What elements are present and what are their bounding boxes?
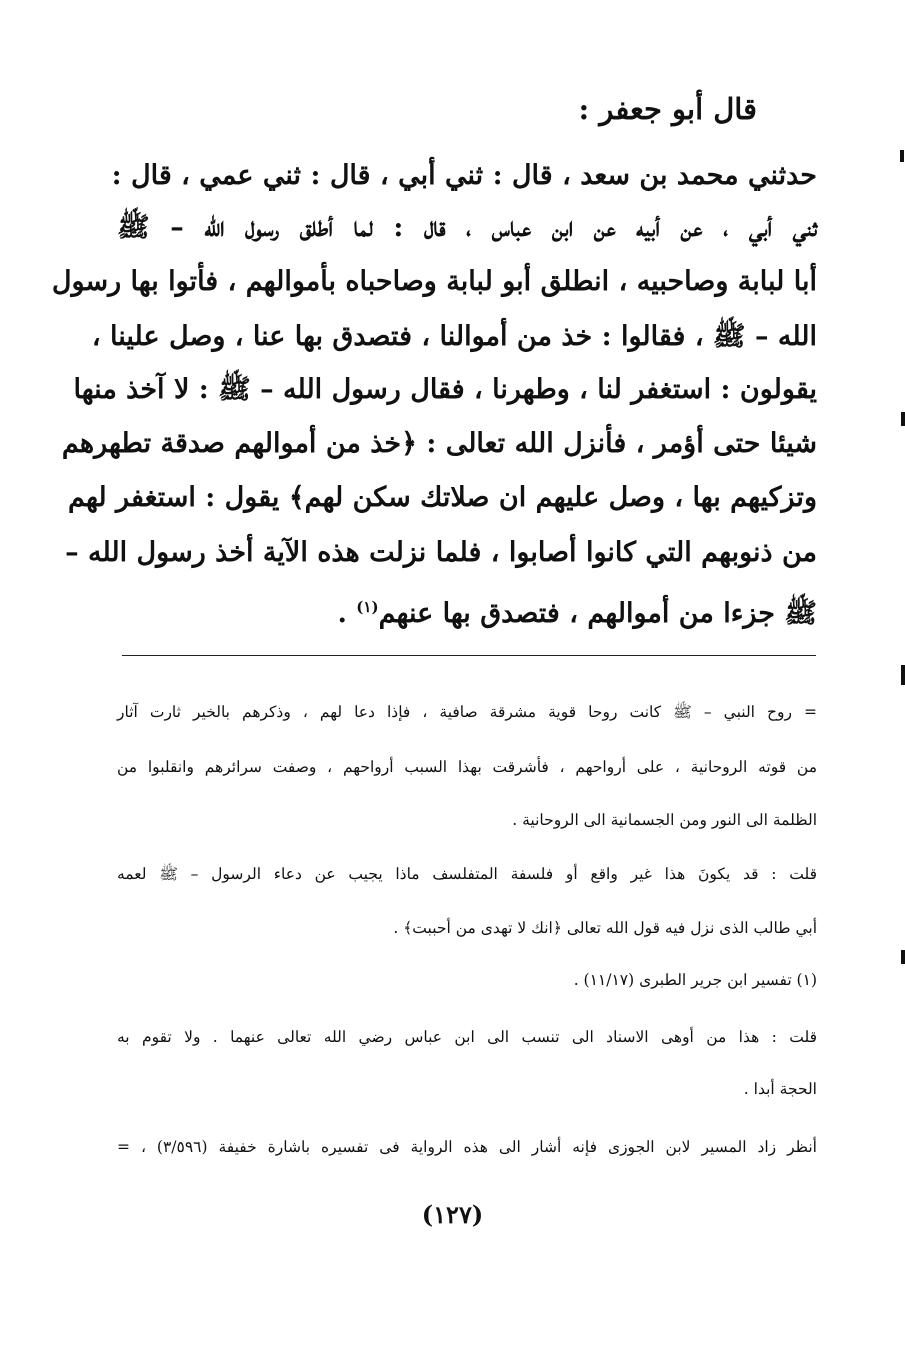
body-line: يقولون : استغفر لنا ، وطهرنا ، فقال رسول الله – ﷺ : لا آخذ منها (73, 374, 817, 405)
final-period: . (337, 598, 357, 629)
footnote-line: قلت : هذا من أوهى الاسناد الى تنسب الى ابن عباس رضي الله تعالى عنهما . ولا تقوم به (117, 1028, 817, 1046)
footnote-line: قلت : قد يكونَ هذا غير واقع أو فلسفة المتفلسف ماذا يجيب عن دعاء الرسول – ﷺ لعمه (117, 865, 817, 883)
footnote-line: أنظر زاد المسير لابن الجوزى فإنه أشار الى هذه الرواية فى تفسيره باشارة خفيفة (٣/٥٩٦) ، = (117, 1138, 817, 1156)
body-line: وتزكيهم بها ، وصل عليهم ان صلاتك سكن لهم﴾ يقول : استغفر لهم (68, 482, 817, 513)
footnote-reference: (١) (356, 598, 379, 616)
footnote-line: أبي طالب الذى نزل فيه قول الله تعالى ﴿انك لا تهدى من أحببت﴾ . (393, 919, 817, 937)
scan-edge-mark (900, 150, 904, 162)
section-heading: قال أبو جعفر : (578, 92, 757, 126)
body-line-text: ﷺ جزءا من أموالهم ، فتصدق بها عنهم (378, 598, 817, 629)
body-line: حدثني محمد بن سعد ، قال : ثني أبي ، قال : ثني عمي ، قال : (111, 160, 817, 191)
footnote-line: الحجة أبدا . (743, 1080, 817, 1098)
footnote-line: = روح النبي – ﷺ كانت روحا قوية مشرقة صافية ، فإذا دعا لهم ، وذكرهم بالخير ثارت آثار (117, 703, 817, 721)
footnote-line: الظلمة الى النور ومن الجسمانية الى الروحانية . (512, 811, 817, 829)
body-line-last (117, 589, 817, 629)
body-line: الله – ﷺ ، فقالوا : خذ من أموالنا ، فتصدق بها عنا ، وصل علينا ، (91, 321, 817, 352)
scan-edge-mark (901, 665, 905, 685)
body-line: من ذنوبهم التي كانوا أصابوا ، فلما نزلت هذه الآية أخذ رسول الله – (65, 537, 817, 568)
body-line: ثني أبي ، عن أبيه عن ابن عباس ، قال : لما أطلق رسول الله – ﷺ (117, 212, 817, 243)
page-number: (١٢٧) (421, 1200, 484, 1229)
footnote-citation: (١) تفسير ابن جرير الطبرى (١١/١٧) . (573, 971, 817, 989)
footnote-line: من قوته الروحانية ، على أرواحهم ، فأشرقت بهذا السبب أرواحهم ، وصفت سرائرهم وانقلبوا من (117, 758, 817, 776)
footnote-separator (122, 655, 816, 656)
body-line: شيئا حتى أؤمر ، فأنزل الله تعالى : ﴿خذ من أموالهم صدقة تطهرهم (61, 428, 817, 459)
scan-edge-mark (901, 412, 905, 426)
scan-edge-mark (901, 950, 905, 964)
body-line: أبا لبابة وصاحبيه ، انطلق أبو لبابة وصاحباه بأموالهم ، فأتوا بها رسول (51, 266, 817, 297)
